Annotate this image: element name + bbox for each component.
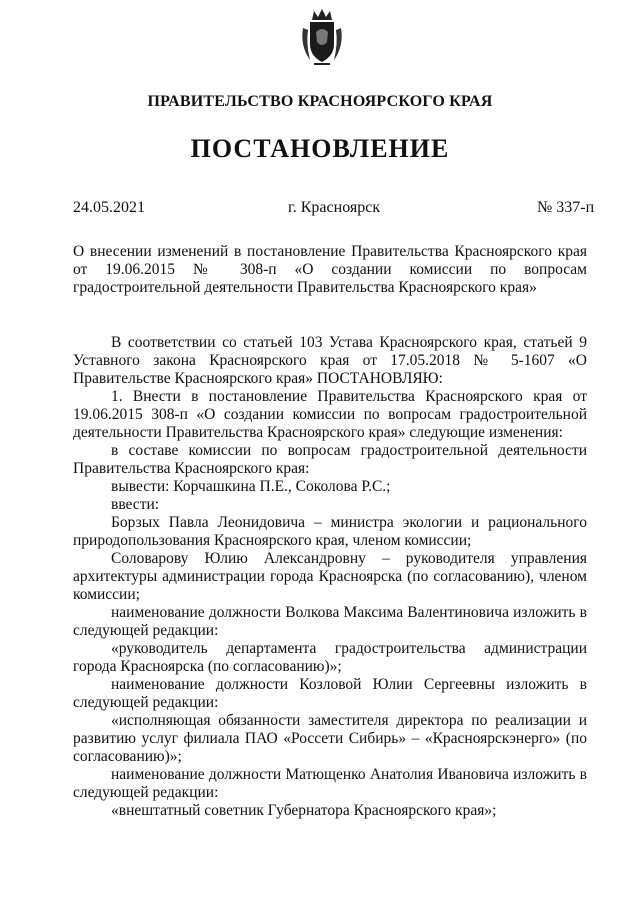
position-kozlova-text: «исполняющая обязанности заместителя директора по реализации и развитию услуг филиала ПАО «Россети Сибирь» – «Красноярскэнерго» (по согласованию)»; [73,712,587,765]
position-volkov-text: «руководитель департамента градостроительства администрации города Красноярска (по согласованию)»; [73,640,587,675]
coat-of-arms-icon [300,8,344,68]
organization-name: ПРАВИТЕЛЬСТВО КРАСНОЯРСКОГО КРАЯ [147,93,493,110]
commission-composition-paragraph: в составе комиссии по вопросам градостроительной деятельности Правительства Красноярского края: [73,442,587,477]
remove-members-paragraph: вывести: Корчашкина П.Е., Соколова Р.С.; [111,478,391,495]
member-borzykh-paragraph: Борзых Павла Леонидовича – министра экологии и рационального природопользования Красноярского края, членом комиссии; [73,514,587,549]
document-type-title: ПОСТАНОВЛЕНИЕ [190,134,450,163]
position-matyushchenko-paragraph: наименование должности Матющенко Анатолия Ивановича изложить в следующей редакции: [73,766,587,801]
member-solovarova-paragraph: Соловарову Юлию Александровну – руководителя управления архитектуры администрации города Красноярска (по согласованию), членом комиссии; [73,550,587,603]
document-body [73,334,587,820]
document-subject: О внесении изменений в постановление Правительства Красноярского края от 19.06.2015 № 308-п «О создании комиссии по вопросам градостроительной деятельности Правительства Красноярского края» [73,243,587,296]
document-city: г. Красноярск [288,199,381,216]
document-date: 24.05.2021 [73,199,145,216]
add-members-heading: ввести: [111,496,160,513]
preamble-paragraph: В соответствии со статьей 103 Устава Красноярского края, статьей 9 Уставного закона Красноярского края от 17.05.2018 № 5-1607 «О Правительстве Красноярского края» ПОСТАНОВЛЯЮ: [73,334,587,387]
clause-1-paragraph: 1. Внести в постановление Правительства Красноярского края от 19.06.2015 308-п «О создании комиссии по вопросам градостроительной деятельности Правительства Красноярского края» следующие изменения: [73,388,587,441]
position-matyushchenko-text: «внештатный советник Губернатора Красноярского края»; [111,802,497,819]
document-number: № 337-п [537,199,595,216]
position-kozlova-paragraph: наименование должности Козловой Юлии Сергеевны изложить в следующей редакции: [73,676,587,711]
position-volkov-paragraph: наименование должности Волкова Максима Валентиновича изложить в следующей редакции: [73,604,587,639]
